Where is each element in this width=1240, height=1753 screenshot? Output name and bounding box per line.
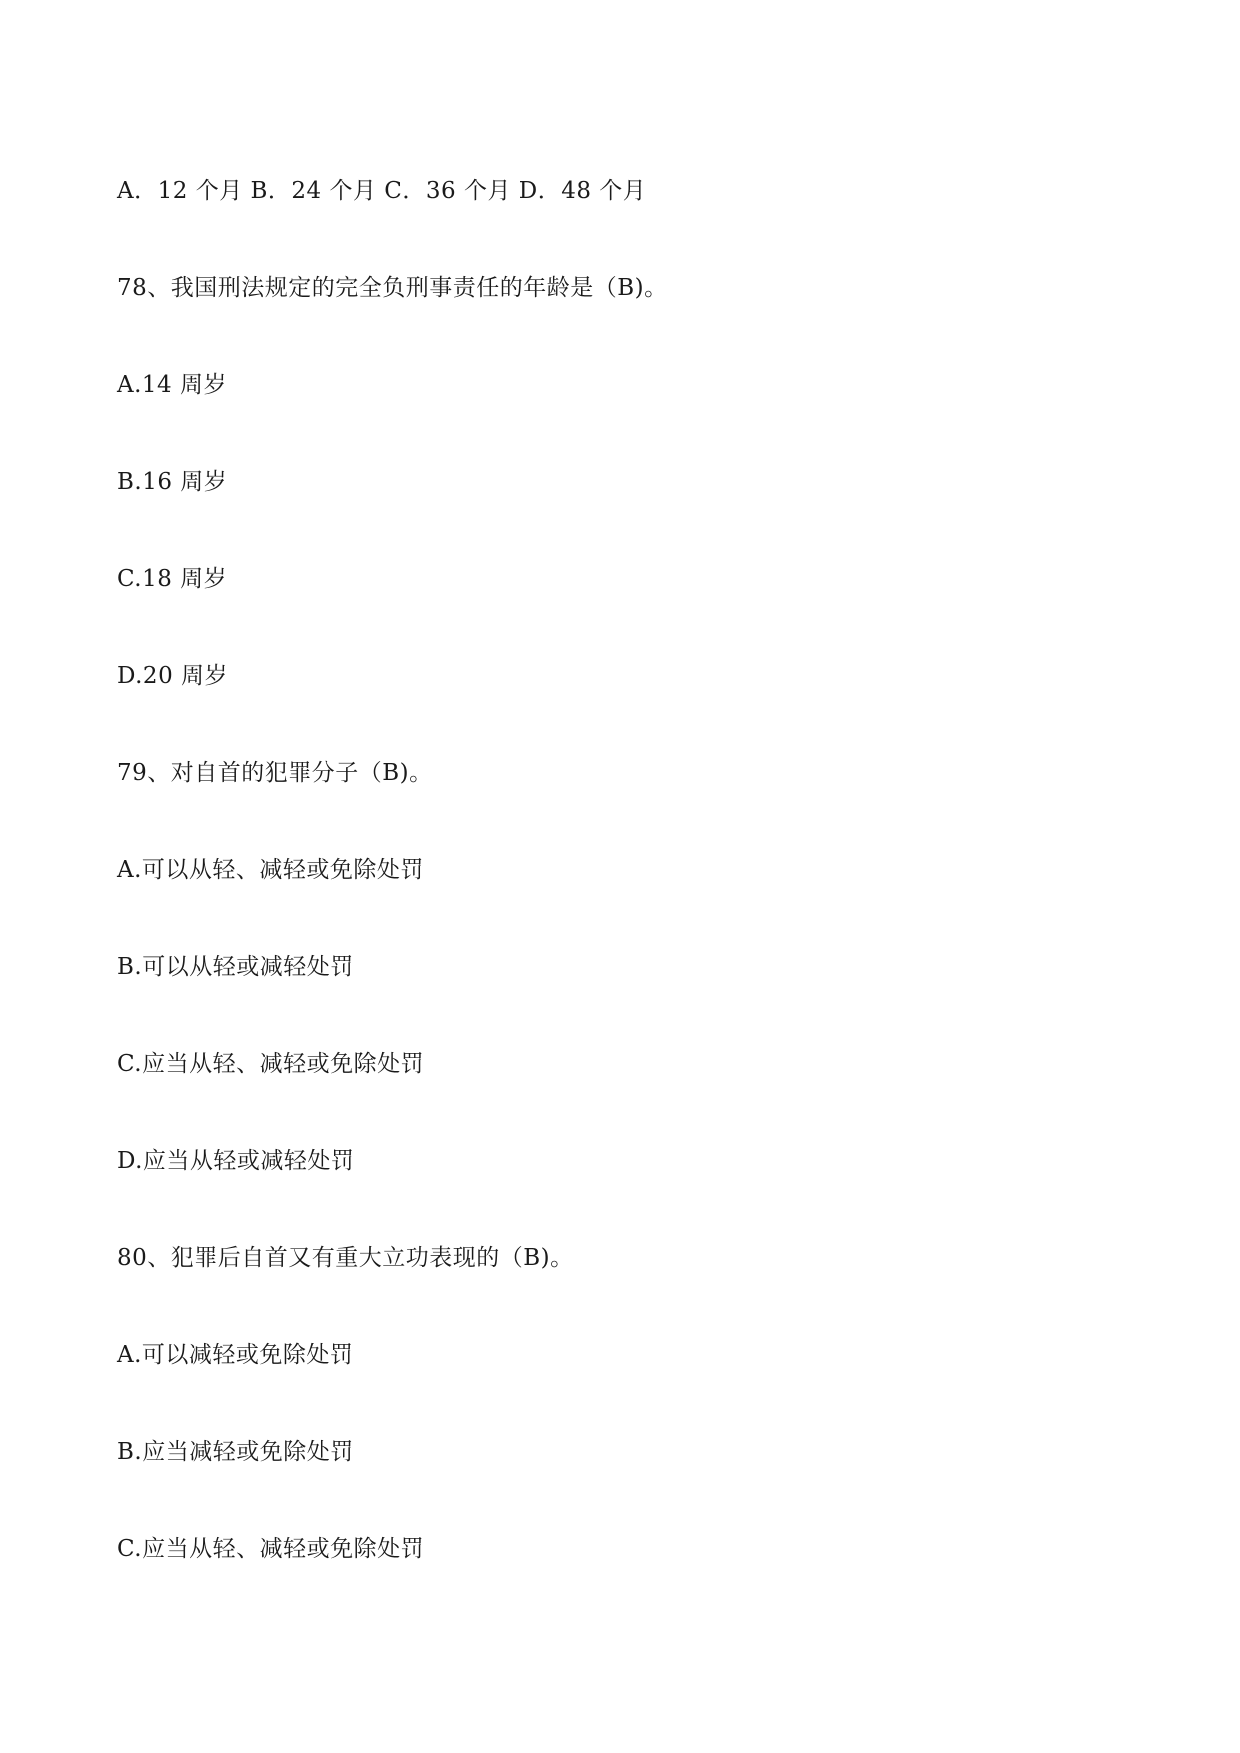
option-78-a: A.14 周岁 bbox=[117, 372, 227, 398]
option-79-d: D.应当从轻或减轻处罚 bbox=[117, 1148, 355, 1174]
option-79-c: C.应当从轻、减轻或免除处罚 bbox=[117, 1051, 425, 1077]
option-79-b: B.可以从轻或减轻处罚 bbox=[117, 954, 354, 980]
option-78-b: B.16 周岁 bbox=[117, 469, 228, 495]
option-79-a: A.可以从轻、减轻或免除处罚 bbox=[117, 857, 424, 883]
option-80-a: A.可以减轻或免除处罚 bbox=[117, 1342, 354, 1368]
question-79: 79、对自首的犯罪分子（B)。 bbox=[117, 760, 433, 786]
option-78-d: D.20 周岁 bbox=[117, 663, 229, 689]
question-78: 78、我国刑法规定的完全负刑事责任的年龄是（B)。 bbox=[117, 275, 668, 301]
option-80-b: B.应当减轻或免除处罚 bbox=[117, 1439, 354, 1465]
option-78-c: C.18 周岁 bbox=[117, 566, 228, 592]
options-q77: A．12 个月 B．24 个月 C．36 个月 D．48 个月 bbox=[117, 178, 647, 204]
question-80: 80、犯罪后自首又有重大立功表现的（B)。 bbox=[117, 1245, 574, 1271]
option-80-c: C.应当从轻、减轻或免除处罚 bbox=[117, 1536, 425, 1562]
